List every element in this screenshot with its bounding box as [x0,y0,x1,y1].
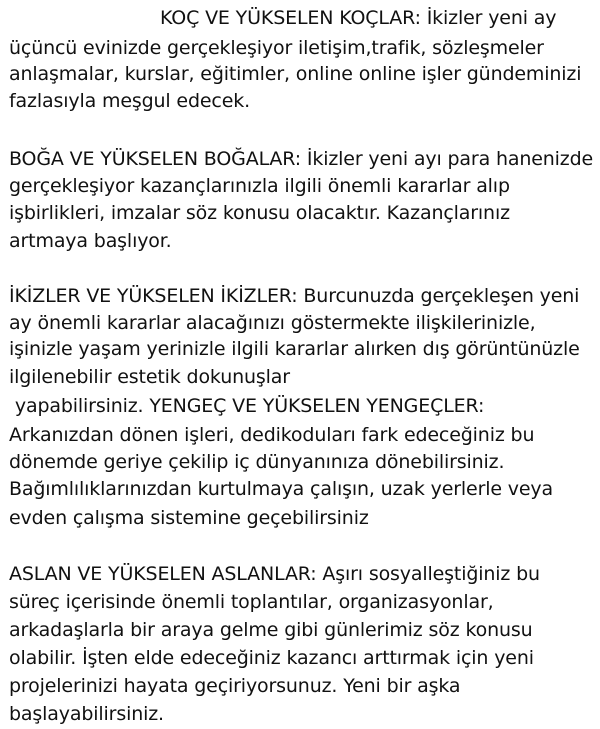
text-line: ilgilenebilir estetik dokunuşlar [9,366,290,388]
text-line: fazlasıyla meşgul edecek. [9,90,250,112]
text-line: BOĞA VE YÜKSELEN BOĞALAR: İkizler yeni ayı para hanenizde [9,148,594,170]
text-line: ASLAN VE YÜKSELEN ASLANLAR: Aşırı sosyalleştiğiniz bu [9,563,540,585]
text-line: Arkanızdan dönen işleri, dedikoduları fark edeceğiniz bu [9,424,535,446]
text-line: arkadaşlarla bir araya gelme gibi günlerimiz söz konusu [9,619,533,641]
text-line: evden çalışma sistemine geçebilirsiniz [9,507,369,529]
text-line: başlayabilirsiniz. [9,703,164,725]
text-line: projelerinizi hayata geçiriyorsunuz. Yeni bir aşka [9,675,461,697]
text-line: gerçekleşiyor kazançlarınızla ilgili önemli kararlar alıp [9,175,510,197]
text-line: yapabilirsiniz. YENGEÇ VE YÜKSELEN YENGEÇLER: [9,395,485,417]
text-line: Bağımlılıklarınızdan kurtulmaya çalışın, uzak yerlerle veya [9,478,554,500]
text-line: anlaşmalar, kurslar, eğitimler, online online işler gündeminizi [9,63,582,85]
text-line: işinizle yaşam yerinizle ilgili kararlar alırken dış görüntünüzle [9,338,580,360]
text-line: üçüncü evinizde gerçekleşiyor iletişim,trafik, sözleşmeler [9,37,544,59]
text-line: işbirlikleri, imzalar söz konusu olacaktır. Kazançlarınız [9,202,510,224]
text-line: süreç içerisinde önemli toplantılar, organizasyonlar, [9,591,494,613]
text-line: ay önemli kararlar alacağınızı göstermekte ilişkilerinizle, [9,312,536,334]
text-line: dönemde geriye çekilip iç dünyanınıza dönebilirsiniz. [9,451,505,473]
text-line: olabilir. İşten elde edeceğiniz kazancı arttırmak için yeni [9,647,534,669]
text-line: KOÇ VE YÜKSELEN KOÇLAR: İkizler yeni ay [160,7,557,29]
text-line: İKİZLER VE YÜKSELEN İKİZLER: Burcunuzda gerçekleşen yeni [9,285,580,307]
text-line: artmaya başlıyor. [9,230,172,252]
